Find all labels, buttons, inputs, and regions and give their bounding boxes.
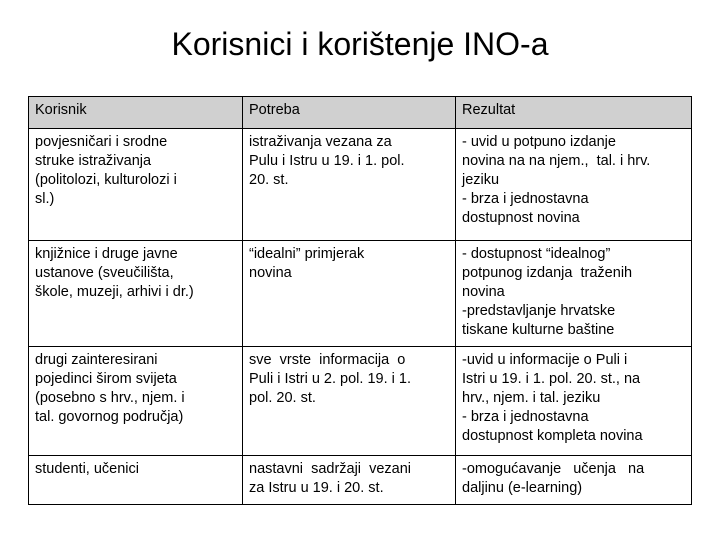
cell-line: jeziku xyxy=(462,172,500,188)
cell-line: Puli i Istri u 2. pol. 19. i 1. xyxy=(249,371,411,387)
cell-rezultat xyxy=(456,347,692,456)
cell-line: Pulu i Istru u 19. i 1. pol. xyxy=(249,153,405,169)
table-header-row xyxy=(29,97,692,129)
cell-line: (posebno s hrv., njem. i xyxy=(35,390,185,406)
header-rezultat: Rezultat xyxy=(456,97,692,129)
cell-line: sl.) xyxy=(35,191,55,207)
cell-line: studenti, učenici xyxy=(35,461,139,477)
cell-korisnik xyxy=(29,347,243,456)
cell-line: 20. st. xyxy=(249,172,289,188)
users-usage-table xyxy=(28,96,692,505)
cell-line: novina xyxy=(462,284,505,300)
cell-potreba xyxy=(243,129,456,241)
cell-line: nastavni sadržaji vezani xyxy=(249,461,411,477)
cell-korisnik xyxy=(29,241,243,347)
cell-line: dostupnost novina xyxy=(462,210,580,226)
cell-line: “idealni” primjerak xyxy=(249,246,365,262)
table-row xyxy=(29,241,692,347)
cell-line: povjesničari i srodne xyxy=(35,134,168,150)
table-row xyxy=(29,129,692,241)
cell-potreba xyxy=(243,241,456,347)
cell-line: pol. 20. st. xyxy=(249,390,316,406)
cell-line: potpunog izdanja traženih xyxy=(462,265,633,281)
cell-line: hrv., njem. i tal. jeziku xyxy=(462,390,601,406)
cell-line: novina na na njem., tal. i hrv. xyxy=(462,153,651,169)
cell-line: - dostupnost “idealnog” xyxy=(462,246,611,262)
cell-line: dostupnost kompleta novina xyxy=(462,428,643,444)
cell-line: sve vrste informacija o xyxy=(249,352,406,368)
cell-line: -omogućavanje učenja na xyxy=(462,461,645,477)
cell-line: ustanove (sveučilišta, xyxy=(35,265,174,281)
cell-line: (politolozi, kulturolozi i xyxy=(35,172,177,188)
cell-line: škole, muzeji, arhivi i dr.) xyxy=(35,284,194,300)
cell-potreba xyxy=(243,456,456,505)
cell-line: tal. govornog područja) xyxy=(35,409,184,425)
table-row xyxy=(29,456,692,505)
cell-korisnik xyxy=(29,129,243,241)
cell-line: -predstavljanje hrvatske xyxy=(462,303,616,319)
cell-potreba xyxy=(243,347,456,456)
cell-line: pojedinci širom svijeta xyxy=(35,371,177,387)
cell-line: novina xyxy=(249,265,292,281)
cell-line: Istri u 19. i 1. pol. 20. st., na xyxy=(462,371,641,387)
cell-line: knjižnice i druge javne xyxy=(35,246,178,262)
table-row xyxy=(29,347,692,456)
cell-line: tiskane kulturne baštine xyxy=(462,322,615,338)
cell-rezultat xyxy=(456,129,692,241)
cell-line: - brza i jednostavna xyxy=(462,409,589,425)
cell-line: istraživanja vezana za xyxy=(249,134,392,150)
cell-line: -uvid u informacije o Puli i xyxy=(462,352,628,368)
cell-korisnik xyxy=(29,456,243,505)
cell-line: - brza i jednostavna xyxy=(462,191,589,207)
slide-title: Korisnici i korištenje INO-a xyxy=(171,26,549,62)
cell-rezultat xyxy=(456,456,692,505)
cell-line: drugi zainteresirani xyxy=(35,352,158,368)
cell-line: daljinu (e-learning) xyxy=(462,480,583,496)
cell-line: struke istraživanja xyxy=(35,153,152,169)
cell-line: za Istru u 19. i 20. st. xyxy=(249,480,384,496)
header-korisnik: Korisnik xyxy=(29,97,243,129)
cell-rezultat xyxy=(456,241,692,347)
cell-line: - uvid u potpuno izdanje xyxy=(462,134,616,150)
header-potreba: Potreba xyxy=(243,97,456,129)
